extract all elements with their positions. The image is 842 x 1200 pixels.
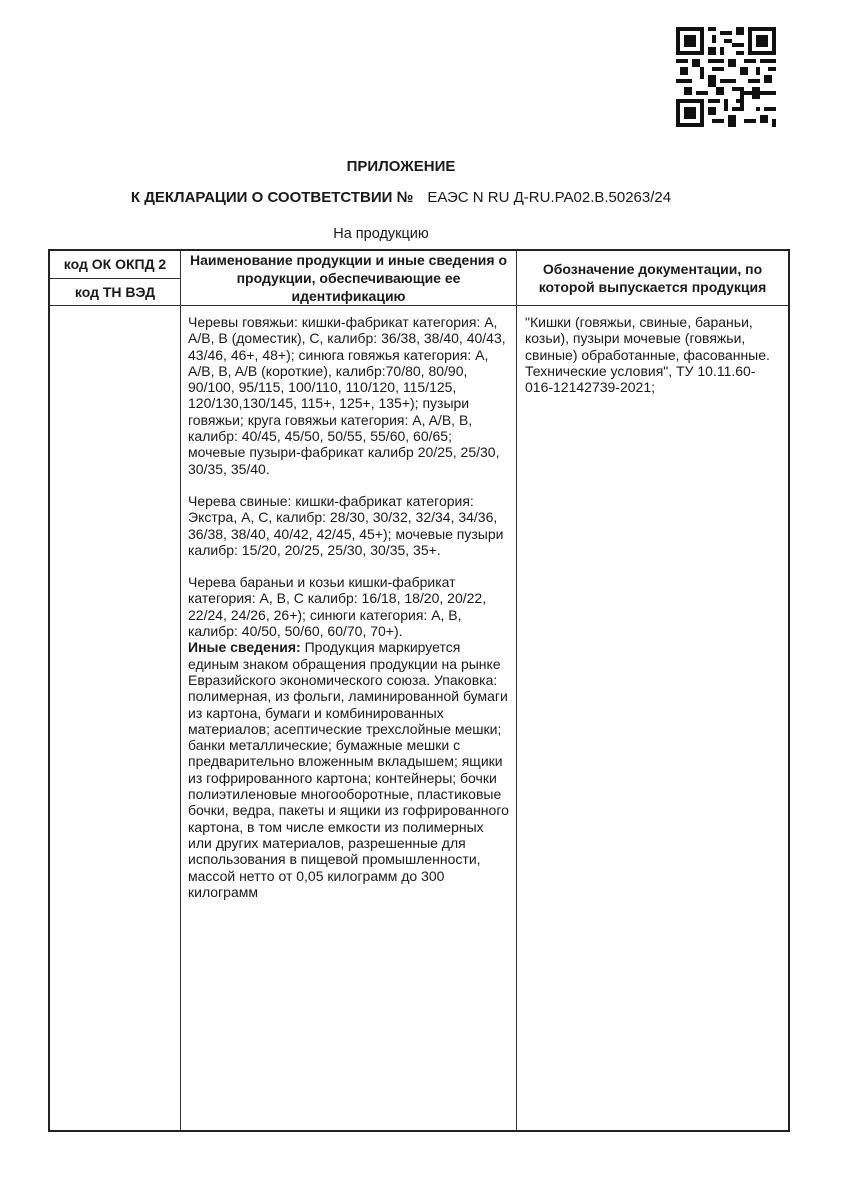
table-row bbox=[49, 306, 789, 1132]
product-paragraph-lamb-goat: Черева бараньи и козьи кишки-фабрикат категория: A, B, C калибр: 16/18, 18/20, 20/22, 22/24, 24/26, 26+); синюги категория: A, B, калибр: 40/50, 50/60, 60/70, 70+). bbox=[188, 574, 487, 640]
declaration-label: К ДЕКЛАРАЦИИ О СООТВЕТСТВИИ № bbox=[130, 189, 414, 206]
product-table bbox=[48, 249, 790, 1132]
subtitle: На продукцию bbox=[333, 226, 429, 242]
product-paragraph-beef: Черевы говяжьи: кишки-фабрикат категория: A, A/B, B (доместик), C, калибр: 36/38, 38/40, 40/43, 43/46, 46+, 48+); синюга говяжья категория: A, A/B, B, A/B (короткие), калибр:70/80, 80/90, 90/100, 95/115, 100/110, 110/120, 115/125, 120/130,130/145, 115+, 125+, 135+); пузыри говяжьи; круга говяжьи категория: A, A/B, B, калибр: 40/45, 45/50, 50/55, 55/60, 60/65; мочевые пузыри-фабрикат калибр 20/25, 25/30, 30/35, 35/40. bbox=[188, 314, 506, 477]
qr-code-icon bbox=[676, 27, 776, 127]
declaration-number: ЕАЭС N RU Д-RU.PA02.B.50263/24 bbox=[427, 189, 672, 206]
product-paragraph-pork: Черева свиные: кишки-фабрикат категория: Экстра, A, C, калибр: 28/30, 30/32, 32/34, 34/36, 36/38, 38/40, 40/42, 42/45, 45+); мочевые пузыри калибр: 15/20, 20/25, 25/30, 30/35, 35+. bbox=[188, 492, 504, 558]
other-info bbox=[188, 639, 510, 900]
documentation-cell: "Кишки (говяжьи, свиные, бараньи, козьи), пузыри мочевые (говяжьи, свиные) обработанные, фасованные. Технические условия", ТУ 10.11.60-016-12142739-2021; bbox=[517, 306, 790, 1132]
code-cell bbox=[49, 306, 181, 1132]
header-product-name: Наименование продукции и иные сведения о продукции, обеспечивающие ее идентификацию bbox=[181, 250, 517, 306]
other-info-text: Продукция маркируется единым знаком обращения продукции на рынке Евразийского экономического союза. Упаковка: полимерная, из фольги, ламинированной бумаги из картона, бумаги и комбинированных материалов; асептические трехслойные мешки; банки металлические; бумажные мешки с предварительно вложенным вкладышем; ящики из гофрированного картона; контейнеры; бочки полиэтиленовые многооборотные, пластиковые бочки, ведра, пакеты и ящики из гофрированного картона, в том числе емкости из полимерных или других материалов, разрешенные для использования в пищевой промышленности, массой нетто от 0,05 килограмм до 300 килограмм bbox=[188, 639, 509, 900]
header-tnved-code: код ТН ВЭД bbox=[49, 278, 181, 306]
header-okpd-code: код ОК ОКПД 2 bbox=[49, 250, 181, 278]
other-info-label: Иные сведения: bbox=[188, 639, 301, 656]
document-title: ПРИЛОЖЕНИЕ bbox=[346, 158, 456, 175]
header-documentation: Обозначение документации, по которой выпускается продукция bbox=[517, 250, 790, 306]
table-header-row bbox=[49, 250, 789, 278]
declaration-heading bbox=[0, 189, 822, 206]
product-description-cell bbox=[181, 306, 517, 1132]
